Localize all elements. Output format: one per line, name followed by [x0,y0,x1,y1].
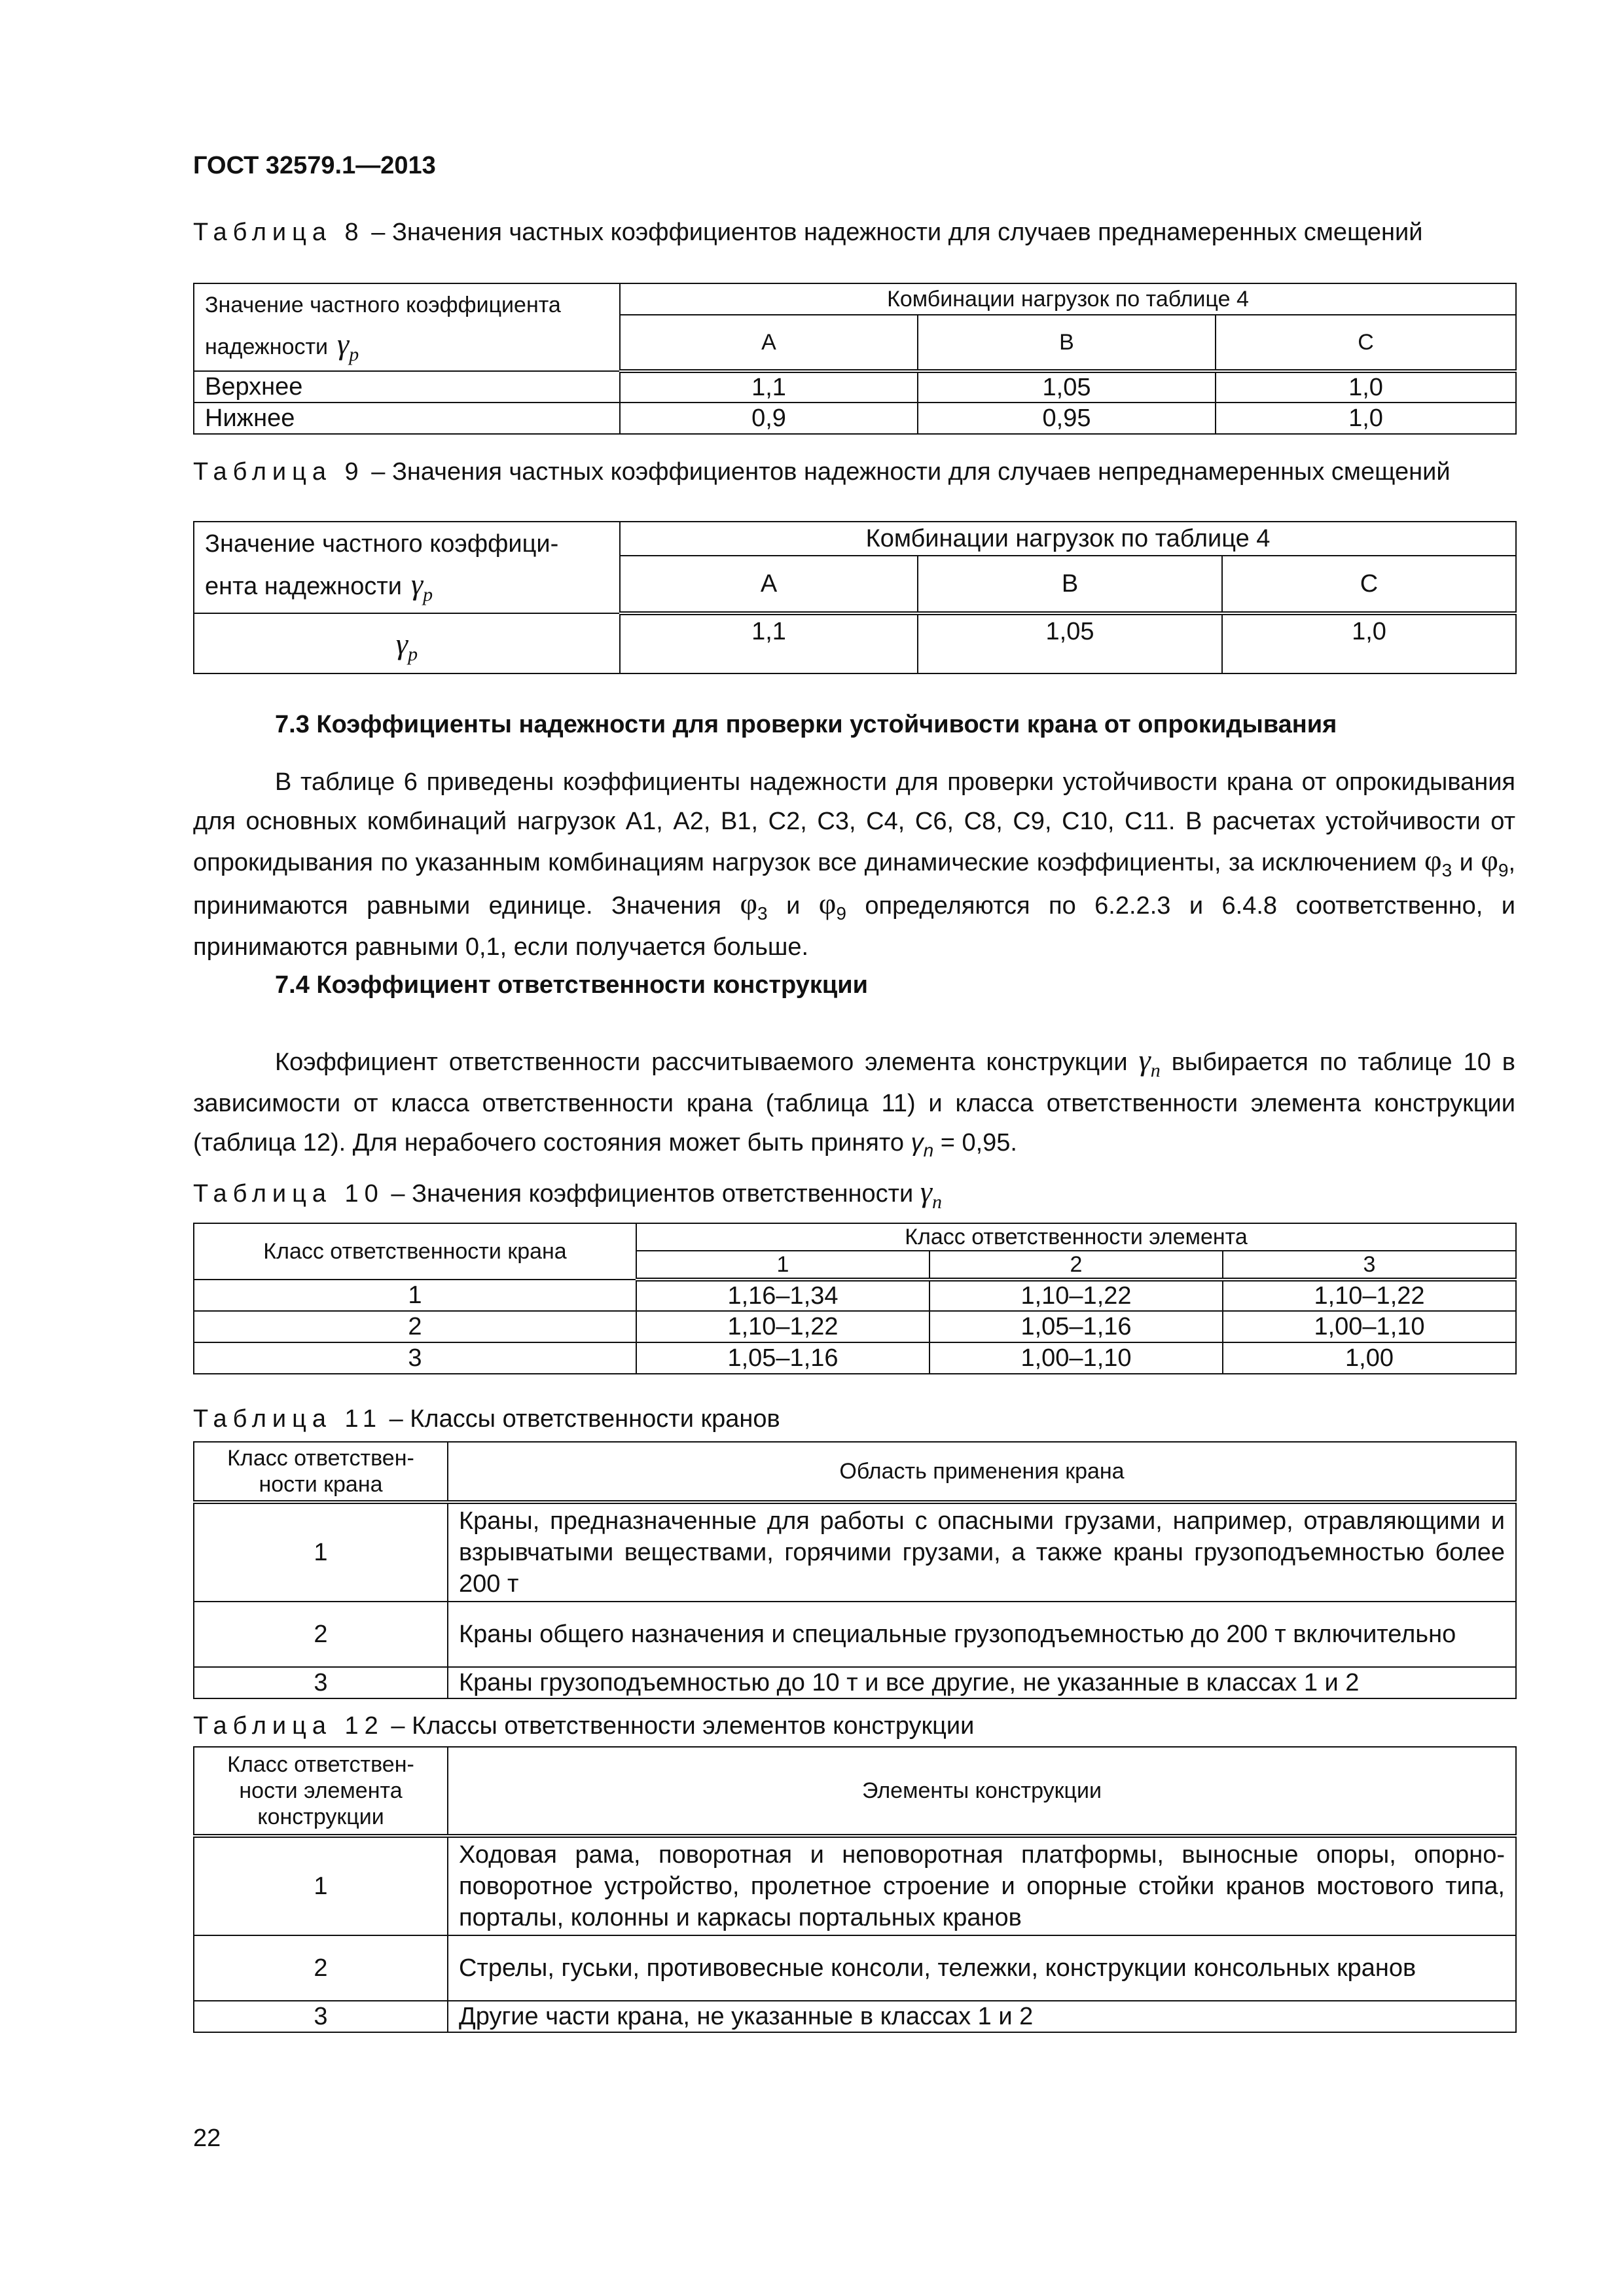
table8-combo-c: C [1216,315,1516,371]
table11-caption-label: Таблица 11 [193,1405,382,1433]
table11 [193,1441,1517,1699]
table10-caption: Таблица 10 – Значения коэффициентов ответственности $\gamma_n$ [193,1175,942,1213]
table8-head-group: Комбинации нагрузок по таблице 4 [620,283,1516,315]
table8-combo-b: B [918,315,1216,371]
table10-caption-label: Таблица 10 [193,1180,384,1208]
section-7-3-paragraph: В таблице 6 приведены коэффициенты надежности для проверки устойчивости крана от опрокидывания для основных комбинаций нагрузок А1, А2, В1, С2, С3, С4, С6, С8, С9, С10, С11. В расчетах устойчивости от опрокидывания по указанным комбинациям нагрузок все динамические коэффициенты, за исключением $\varphi_3$ и $\varphi_9$, принимаются равными единице. Значения $\varphi_3$ и $\varphi_9$ определяются по 6.2.2.3 и 6.4.8 соответственно, и принимаются равными 0,1, если получается больше. [193,768,1516,961]
table9-combo-a: A [620,556,918,613]
table-row: Верхнее 1,1 1,05 1,0 [194,371,1516,403]
table10-head-group: Класс ответственности элемента [636,1223,1516,1251]
table9-caption-label: Таблица 9 [193,458,365,486]
table11-caption-text: – Классы ответственности кранов [389,1405,780,1433]
table8-combo-a: A [620,315,918,371]
table9 [193,521,1517,674]
table-row: 2 Краны общего назначения и специальные грузоподъемностью до 200 т включительно [194,1602,1516,1667]
section-7-3-title: 7.3 Коэффициенты надежности для проверки устойчивости крана от опрокидывания [275,711,1337,738]
table11-caption [193,1404,1515,1434]
table9-combo-b: B [918,556,1222,613]
section-7-4-title: 7.4 Коэффициент ответственности конструкции [275,971,868,999]
table9-head-col1: Значение частного коэффици-ента надежности $\gamma_p$ [194,522,620,613]
table8-caption-text: – Значения частных коэффициентов надежности для случаев преднамеренных смещений [371,219,1423,246]
table-row: 1 Краны, предназначенные для работы с опасными грузами, например, отравляющими и взрывчатыми веществами, горячими грузами, а также краны грузоподъемностью более 200 т [194,1502,1516,1602]
table9-row-gamma: $\gamma_p$ [194,613,620,673]
table11-head-col1: Класс ответствен-ности крана [194,1442,448,1502]
table10: Класс ответственности крана Класс ответственности элемента 1 2 3 1 1,16–1,34 1,10–1,22 1,10–1,22 2 1,10–1,22 1,05–1,16 1,00–1,10 3 1,05–1,16 1,00–1,10 1,00 [193,1223,1517,1374]
table8-head-col1: Значение частного коэффициента надежности γp [194,283,620,371]
table12-head-col2: Элементы конструкции [448,1747,1516,1836]
table-row: $\gamma_p$ 1,1 1,05 1,0 [194,613,1516,673]
table11-head-col2: Область применения крана [448,1442,1516,1502]
table-row: 2 1,10–1,22 1,05–1,16 1,00–1,10 [194,1311,1516,1342]
table10-head-col1: Класс ответственности крана [194,1223,636,1280]
table12-head-col1: Класс ответствен-ности элемента конструкции [194,1747,448,1836]
table-row: 2 Стрелы, гуськи, противовесные консоли, тележки, конструкции консольных кранов [194,1935,1516,2001]
document-code: ГОСТ 32579.1—2013 [193,152,436,179]
table-row: 1 1,16–1,34 1,10–1,22 1,10–1,22 [194,1280,1516,1311]
table12-caption [193,1711,1515,1741]
table9-combo-c: C [1222,556,1516,613]
table-row: 3 Краны грузоподъемностью до 10 т и все другие, не указанные в классах 1 и 2 [194,1667,1516,1698]
table-row: 3 Другие части крана, не указанные в классах 1 и 2 [194,2001,1516,2032]
table8-caption-label: Таблица 8 [193,219,365,246]
table9-head-group: Комбинации нагрузок по таблице 4 [620,522,1516,556]
table12-caption-label: Таблица 12 [193,1712,384,1740]
table-row: 3 1,05–1,16 1,00–1,10 1,00 [194,1342,1516,1374]
table-row: Нижнее 0,9 0,95 1,0 [194,403,1516,434]
table8 [193,283,1517,435]
table12 [193,1746,1517,2033]
table9-caption-text: – Значения частных коэффициентов надежности для случаев непреднамеренных смещений [371,458,1451,486]
page-number: 22 [193,2125,221,2152]
table-row: 1 Ходовая рама, поворотная и неповоротная платформы, выносные опоры, опорно-поворотное устройство, пролетное строение и опорные стойки кранов мостового типа, порталы, колонны и каркасы портальных кранов [194,1836,1516,1935]
table9-caption [193,457,1515,487]
table8-caption [193,217,1515,247]
table12-caption-text: – Классы ответственности элементов конструкции [391,1712,975,1740]
section-7-4-paragraph: Коэффициент ответственности рассчитываемого элемента конструкции $\gamma_n$ выбирается по таблице 10 в зависимости от класса ответственности крана (таблица 11) и класса ответственности элемента конструкции (таблица 12). Для нерабочего состояния может быть принято $\gamma_n = 0,95$. [193,1043,1515,1160]
table10-caption-text: – Значения коэффициентов ответственности [391,1180,914,1208]
